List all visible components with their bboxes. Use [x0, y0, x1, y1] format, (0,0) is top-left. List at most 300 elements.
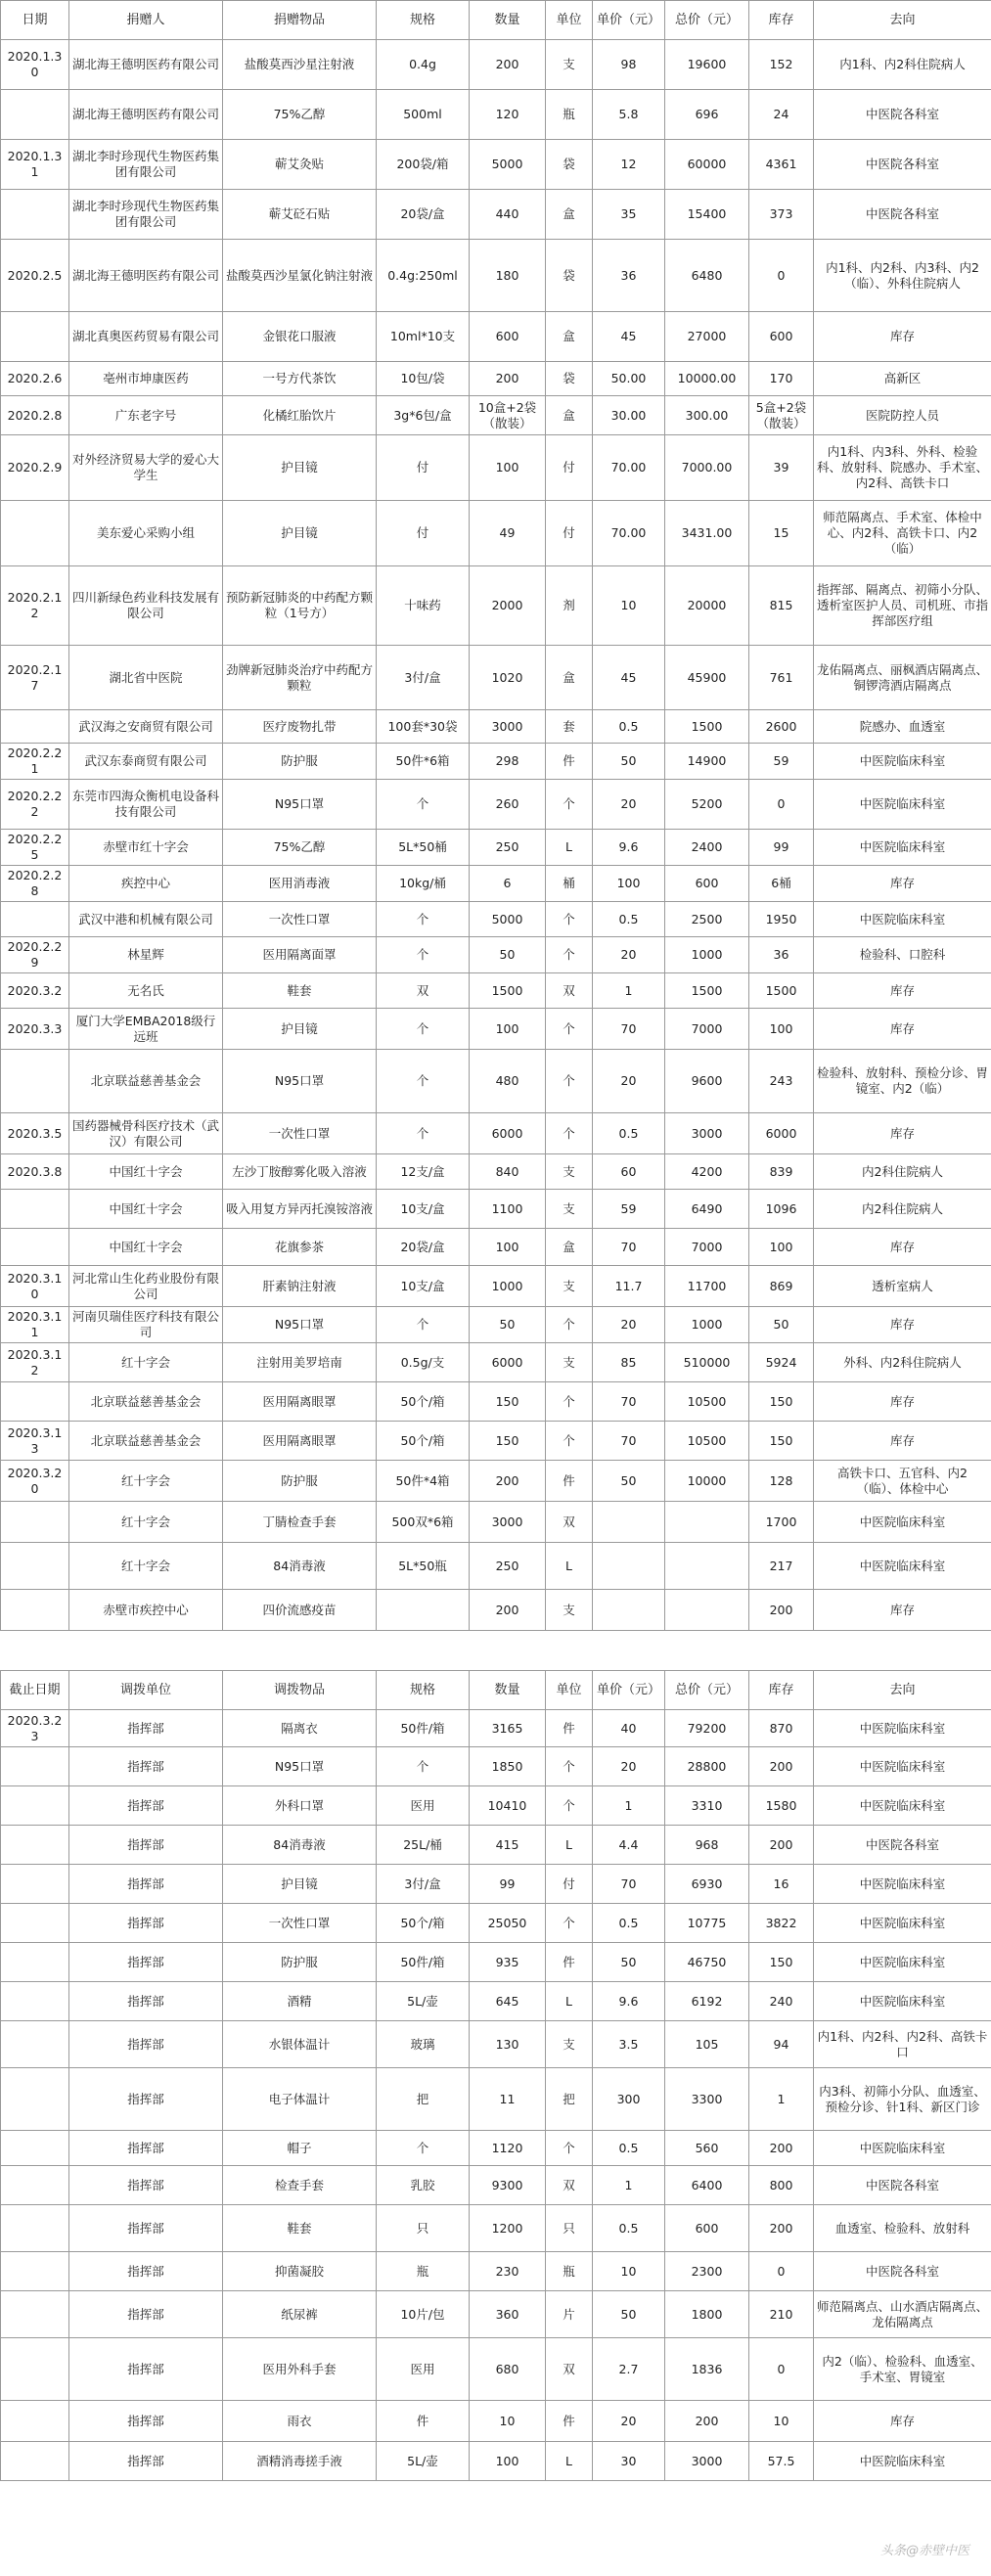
cell-unit-price: 3.5: [593, 2021, 665, 2068]
cell-total-price: 696: [665, 90, 749, 140]
cell-spec: 0.5g/支: [377, 1343, 470, 1382]
cell-date: [1, 2252, 69, 2291]
cell-unit-price: 20: [593, 2401, 665, 2442]
cell-quantity: 298: [470, 744, 546, 780]
column-header-item: 捐赠物品: [223, 1, 377, 40]
cell-stock: 815: [749, 566, 814, 646]
cell-quantity: 6: [470, 866, 546, 902]
cell-destination: 中医院临床科室: [814, 1865, 991, 1904]
cell-item: 84消毒液: [223, 1543, 377, 1590]
cell-date: 2020.3.20: [1, 1461, 69, 1502]
cell-total-price: 600: [665, 2205, 749, 2252]
cell-donor: 疾控中心: [69, 866, 223, 902]
cell-donor: 赤壁市疾控中心: [69, 1590, 223, 1631]
cell-unit-price: 1: [593, 973, 665, 1009]
cell-quantity: 50: [470, 937, 546, 973]
cell-stock: 200: [749, 1590, 814, 1631]
cell-unit: 件: [546, 1710, 593, 1747]
cell-spec: 个: [377, 2131, 470, 2166]
cell-stock: 869: [749, 1266, 814, 1307]
column-header-stock: 库存: [749, 1, 814, 40]
cell-destination: 外科、内2科住院病人: [814, 1343, 991, 1382]
cell-unit: 付: [546, 501, 593, 566]
cell-spec: 10kg/桶: [377, 866, 470, 902]
cell-destination: 中医院临床科室: [814, 744, 991, 780]
cell-item: 防护服: [223, 1943, 377, 1982]
cell-donor: 指挥部: [69, 1865, 223, 1904]
cell-date: [1, 1982, 69, 2021]
cell-unit: 双: [546, 973, 593, 1009]
cell-item: 电子体温计: [223, 2068, 377, 2131]
cell-spec: 25L/桶: [377, 1826, 470, 1865]
cell-date: 2020.3.10: [1, 1266, 69, 1307]
cell-donor: 无名氏: [69, 973, 223, 1009]
cell-destination: 高新区: [814, 362, 991, 396]
cell-unit-price: 50: [593, 2291, 665, 2338]
cell-destination: 检验科、放射科、预检分诊、胃镜室、内2（临）: [814, 1050, 991, 1113]
cell-stock: 1: [749, 2068, 814, 2131]
cell-donor: 亳州市坤康医药: [69, 362, 223, 396]
cell-donor: 指挥部: [69, 1710, 223, 1747]
cell-spec: 50个/箱: [377, 1422, 470, 1461]
cell-spec: 50件*6箱: [377, 744, 470, 780]
cell-total-price: 105: [665, 2021, 749, 2068]
cell-spec: 玻璃: [377, 2021, 470, 2068]
cell-quantity: 5000: [470, 902, 546, 937]
table-row: [1, 396, 991, 435]
cell-total-price: 2500: [665, 902, 749, 937]
cell-spec: 500双*6箱: [377, 1502, 470, 1543]
cell-item: 盐酸莫西沙星注射液: [223, 40, 377, 90]
cell-spec: 个: [377, 1307, 470, 1343]
cell-unit-price: 50: [593, 1943, 665, 1982]
cell-unit: 袋: [546, 240, 593, 312]
cell-destination: 中医院临床科室: [814, 1543, 991, 1590]
cell-unit-price: 70.00: [593, 501, 665, 566]
cell-item: N95口罩: [223, 1747, 377, 1786]
table-row: [1, 1266, 991, 1307]
cell-destination: 医院防控人员: [814, 396, 991, 435]
cell-total-price: 600: [665, 866, 749, 902]
cell-item: 肝素钠注射液: [223, 1266, 377, 1307]
cell-stock: 170: [749, 362, 814, 396]
cell-unit-price: 98: [593, 40, 665, 90]
table-row: [1, 2338, 991, 2401]
cell-donor: 河北常山生化药业股份有限公司: [69, 1266, 223, 1307]
cell-item: 雨衣: [223, 2401, 377, 2442]
column-header-donor: 捐赠人: [69, 1, 223, 40]
cell-item: 外科口罩: [223, 1786, 377, 1826]
cell-total-price: 6400: [665, 2166, 749, 2205]
cell-spec: 3付/盒: [377, 646, 470, 710]
cell-item: 花旗参茶: [223, 1229, 377, 1266]
cell-quantity: 130: [470, 2021, 546, 2068]
cell-item: 防护服: [223, 1461, 377, 1502]
cell-donor: 厦门大学EMBA2018级行远班: [69, 1009, 223, 1050]
cell-date: 2020.2.12: [1, 566, 69, 646]
cell-item: 隔离衣: [223, 1710, 377, 1747]
cell-unit-price: 0.5: [593, 2131, 665, 2166]
cell-destination: 中医院临床科室: [814, 830, 991, 866]
column-header-quantity: 数量: [470, 1671, 546, 1710]
cell-unit-price: 0.5: [593, 1904, 665, 1943]
cell-date: [1, 2338, 69, 2401]
column-header-destination: 去向: [814, 1671, 991, 1710]
cell-stock: 150: [749, 1382, 814, 1422]
cell-unit-price: 100: [593, 866, 665, 902]
table-row: [1, 1113, 991, 1154]
table-row: [1, 190, 991, 240]
cell-unit: 桶: [546, 866, 593, 902]
table-row: [1, 2205, 991, 2252]
cell-stock: 6桶: [749, 866, 814, 902]
cell-destination: 师范隔离点、手术室、体检中心、内2科、高铁卡口、内2（临）: [814, 501, 991, 566]
cell-item: 护目镜: [223, 1009, 377, 1050]
cell-stock: 150: [749, 1943, 814, 1982]
column-header-unit: 单位: [546, 1671, 593, 1710]
cell-spec: 医用: [377, 2338, 470, 2401]
table-row: [1, 435, 991, 501]
cell-unit: 瓶: [546, 90, 593, 140]
cell-item: 医疗废物扎带: [223, 710, 377, 744]
cell-item: 一次性口罩: [223, 902, 377, 937]
cell-date: [1, 710, 69, 744]
cell-quantity: 1500: [470, 973, 546, 1009]
cell-stock: 5924: [749, 1343, 814, 1382]
cell-destination: 内2科住院病人: [814, 1190, 991, 1229]
cell-spec: 50件/箱: [377, 1710, 470, 1747]
table-row: [1, 1590, 991, 1631]
cell-stock: 800: [749, 2166, 814, 2205]
cell-total-price: 6480: [665, 240, 749, 312]
cell-spec: 付: [377, 435, 470, 501]
cell-quantity: 1000: [470, 1266, 546, 1307]
cell-stock: 0: [749, 780, 814, 830]
cell-total-price: 6192: [665, 1982, 749, 2021]
cell-date: [1, 501, 69, 566]
cell-item: 一号方代茶饮: [223, 362, 377, 396]
table-row: [1, 1747, 991, 1786]
cell-date: 2020.2.25: [1, 830, 69, 866]
cell-item: 医用隔离眼罩: [223, 1422, 377, 1461]
cell-unit-price: 85: [593, 1343, 665, 1382]
cell-unit: 袋: [546, 140, 593, 190]
cell-spec: 医用: [377, 1786, 470, 1826]
cell-donor: 湖北真奥医药贸易有限公司: [69, 312, 223, 362]
table-row: [1, 1461, 991, 1502]
cell-destination: 中医院各科室: [814, 90, 991, 140]
cell-quantity: 840: [470, 1154, 546, 1190]
cell-destination: 内2科住院病人: [814, 1154, 991, 1190]
cell-unit-price: 1: [593, 1786, 665, 1826]
cell-donor: 红十字会: [69, 1343, 223, 1382]
cell-unit-price: 20: [593, 1747, 665, 1786]
cell-destination: 库存: [814, 1229, 991, 1266]
cell-date: [1, 90, 69, 140]
cell-spec: 付: [377, 501, 470, 566]
cell-total-price: 6930: [665, 1865, 749, 1904]
cell-total-price: 1500: [665, 973, 749, 1009]
cell-date: [1, 2291, 69, 2338]
table-row: [1, 1050, 991, 1113]
cell-date: [1, 1904, 69, 1943]
cell-total-price: 3310: [665, 1786, 749, 1826]
table-row: [1, 1343, 991, 1382]
cell-unit: 件: [546, 1461, 593, 1502]
column-header-stock: 库存: [749, 1671, 814, 1710]
cell-unit-price: 40: [593, 1710, 665, 1747]
cell-unit-price: 2.7: [593, 2338, 665, 2401]
cell-item: 注射用美罗培南: [223, 1343, 377, 1382]
cell-destination: 院感办、血透室: [814, 710, 991, 744]
cell-quantity: 11: [470, 2068, 546, 2131]
table-row: [1, 1307, 991, 1343]
cell-unit: 盒: [546, 1229, 593, 1266]
cell-total-price: 2400: [665, 830, 749, 866]
cell-item: 水银体温计: [223, 2021, 377, 2068]
cell-spec: 20袋/盒: [377, 1229, 470, 1266]
cell-date: 2020.3.2: [1, 973, 69, 1009]
cell-date: 2020.2.21: [1, 744, 69, 780]
cell-stock: 5盒+2袋（散装）: [749, 396, 814, 435]
cell-item: 75%乙醇: [223, 830, 377, 866]
cell-quantity: 200: [470, 1461, 546, 1502]
cell-total-price: 46750: [665, 1943, 749, 1982]
cell-date: 2020.3.23: [1, 1710, 69, 1747]
cell-total-price: 10500: [665, 1422, 749, 1461]
cell-quantity: 6000: [470, 1113, 546, 1154]
cell-destination: 中医院临床科室: [814, 1943, 991, 1982]
cell-quantity: 100: [470, 1009, 546, 1050]
cell-unit: 个: [546, 1113, 593, 1154]
cell-unit-price: 70: [593, 1009, 665, 1050]
cell-total-price: 4200: [665, 1154, 749, 1190]
cell-unit: 片: [546, 2291, 593, 2338]
cell-quantity: 200: [470, 1590, 546, 1631]
cell-stock: 210: [749, 2291, 814, 2338]
cell-donor: 四川新绿色药业科技发展有限公司: [69, 566, 223, 646]
cell-total-price: 3300: [665, 2068, 749, 2131]
cell-unit-price: 1: [593, 2166, 665, 2205]
cell-unit-price: 20: [593, 1307, 665, 1343]
cell-total-price: 7000.00: [665, 435, 749, 501]
table-row: [1, 1710, 991, 1747]
cell-donor: 指挥部: [69, 2442, 223, 2481]
cell-item: N95口罩: [223, 1050, 377, 1113]
cell-unit: 支: [546, 1590, 593, 1631]
cell-unit: 个: [546, 1382, 593, 1422]
cell-total-price: 10775: [665, 1904, 749, 1943]
cell-date: [1, 1786, 69, 1826]
cell-spec: 3付/盒: [377, 1865, 470, 1904]
cell-unit: 双: [546, 2338, 593, 2401]
cell-date: 2020.2.6: [1, 362, 69, 396]
cell-unit: 个: [546, 1747, 593, 1786]
cell-unit-price: 12: [593, 140, 665, 190]
cell-date: 2020.2.8: [1, 396, 69, 435]
cell-stock: 99: [749, 830, 814, 866]
cell-date: [1, 902, 69, 937]
cell-donor: 北京联益慈善基金会: [69, 1422, 223, 1461]
cell-donor: 中国红十字会: [69, 1229, 223, 1266]
cell-destination: 库存: [814, 1422, 991, 1461]
cell-spec: 个: [377, 937, 470, 973]
cell-total-price: 300.00: [665, 396, 749, 435]
table-row: [1, 501, 991, 566]
cell-stock: 100: [749, 1009, 814, 1050]
cell-unit: 双: [546, 2166, 593, 2205]
cell-item: 酒精消毒搓手液: [223, 2442, 377, 2481]
cell-unit-price: 30.00: [593, 396, 665, 435]
column-header-item: 调拨物品: [223, 1671, 377, 1710]
cell-quantity: 100: [470, 2442, 546, 2481]
cell-destination: 内2（临）、检验科、血透室、手术室、胃镜室: [814, 2338, 991, 2401]
cell-spec: 个: [377, 902, 470, 937]
cell-destination: 中医院临床科室: [814, 902, 991, 937]
column-header-total-price: 总价（元）: [665, 1671, 749, 1710]
cell-donor: 指挥部: [69, 2131, 223, 2166]
cell-total-price: 560: [665, 2131, 749, 2166]
cell-destination: 指挥部、隔离点、初筛小分队、透析室医护人员、司机班、市指挥部医疗组: [814, 566, 991, 646]
cell-destination: 中医院临床科室: [814, 2131, 991, 2166]
cell-destination: 高铁卡口、五官科、内2（临）、体检中心: [814, 1461, 991, 1502]
table-row: [1, 1943, 991, 1982]
table-row: [1, 2291, 991, 2338]
cell-quantity: 680: [470, 2338, 546, 2401]
cell-date: 2020.3.8: [1, 1154, 69, 1190]
cell-unit: L: [546, 1543, 593, 1590]
cell-date: 2020.2.5: [1, 240, 69, 312]
cell-quantity: 10: [470, 2401, 546, 2442]
cell-destination: 库存: [814, 1009, 991, 1050]
cell-unit-price: 11.7: [593, 1266, 665, 1307]
cell-donor: 湖北李时珍现代生物医药集团有限公司: [69, 140, 223, 190]
table-row: [1, 2166, 991, 2205]
cell-spec: 12支/盒: [377, 1154, 470, 1190]
cell-spec: 个: [377, 1050, 470, 1113]
cell-spec: 10包/袋: [377, 362, 470, 396]
cell-unit-price: 35: [593, 190, 665, 240]
table-row: [1, 780, 991, 830]
cell-item: 抑菌凝胶: [223, 2252, 377, 2291]
cell-donor: 指挥部: [69, 1982, 223, 2021]
cell-spec: 200袋/箱: [377, 140, 470, 190]
cell-unit: 支: [546, 1266, 593, 1307]
cell-date: [1, 2021, 69, 2068]
table-row: [1, 937, 991, 973]
cell-spec: 10ml*10支: [377, 312, 470, 362]
cell-donor: 赤壁市红十字会: [69, 830, 223, 866]
cell-quantity: 3000: [470, 1502, 546, 1543]
cell-stock: 1580: [749, 1786, 814, 1826]
cell-destination: 中医院临床科室: [814, 1502, 991, 1543]
table-row: [1, 1422, 991, 1461]
cell-item: 左沙丁胺醇雾化吸入溶液: [223, 1154, 377, 1190]
cell-quantity: 100: [470, 435, 546, 501]
cell-spec: 50个/箱: [377, 1904, 470, 1943]
cell-spec: 个: [377, 1113, 470, 1154]
table-row: [1, 312, 991, 362]
cell-date: 2020.3.12: [1, 1343, 69, 1382]
cell-stock: 10: [749, 2401, 814, 2442]
cell-total-price: 1000: [665, 1307, 749, 1343]
cell-unit: 个: [546, 1009, 593, 1050]
cell-quantity: 250: [470, 1543, 546, 1590]
cell-donor: 林星辉: [69, 937, 223, 973]
cell-quantity: 180: [470, 240, 546, 312]
cell-stock: 200: [749, 1747, 814, 1786]
table-row: [1, 1904, 991, 1943]
cell-destination: 透析室病人: [814, 1266, 991, 1307]
table-row: [1, 710, 991, 744]
cell-destination: 中医院临床科室: [814, 1904, 991, 1943]
cell-total-price: 14900: [665, 744, 749, 780]
cell-item: 酒精: [223, 1982, 377, 2021]
cell-date: [1, 1826, 69, 1865]
cell-total-price: 15400: [665, 190, 749, 240]
cell-unit-price: 36: [593, 240, 665, 312]
cell-item: 一次性口罩: [223, 1904, 377, 1943]
cell-quantity: 150: [470, 1382, 546, 1422]
table-gap: [0, 1631, 991, 1670]
table-row: [1, 1982, 991, 2021]
cell-unit-price: 45: [593, 646, 665, 710]
cell-stock: 39: [749, 435, 814, 501]
cell-spec: [377, 1590, 470, 1631]
cell-stock: 0: [749, 2338, 814, 2401]
cell-total-price: [665, 1502, 749, 1543]
cell-date: [1, 1865, 69, 1904]
cell-unit-price: [593, 1590, 665, 1631]
cell-unit-price: 0.5: [593, 710, 665, 744]
cell-donor: 中国红十字会: [69, 1190, 223, 1229]
cell-destination: 内1科、内2科、内3科、内2（临）、外科住院病人: [814, 240, 991, 312]
cell-stock: 600: [749, 312, 814, 362]
cell-unit-price: 50.00: [593, 362, 665, 396]
cell-total-price: 9600: [665, 1050, 749, 1113]
cell-destination: 库存: [814, 973, 991, 1009]
cell-date: [1, 1050, 69, 1113]
cell-total-price: 79200: [665, 1710, 749, 1747]
cell-unit: 盒: [546, 190, 593, 240]
cell-date: 2020.2.9: [1, 435, 69, 501]
cell-quantity: 1100: [470, 1190, 546, 1229]
cell-total-price: 10000.00: [665, 362, 749, 396]
cell-unit: 把: [546, 2068, 593, 2131]
cell-destination: 中医院临床科室: [814, 1710, 991, 1747]
cell-item: 护目镜: [223, 435, 377, 501]
cell-destination: 库存: [814, 1590, 991, 1631]
cell-item: 吸入用复方异丙托溴铵溶液: [223, 1190, 377, 1229]
cell-item: 护目镜: [223, 1865, 377, 1904]
table-row: [1, 902, 991, 937]
cell-item: 医用外科手套: [223, 2338, 377, 2401]
table-row: [1, 1543, 991, 1590]
cell-stock: 150: [749, 1422, 814, 1461]
cell-donor: 湖北李时珍现代生物医药集团有限公司: [69, 190, 223, 240]
cell-stock: 15: [749, 501, 814, 566]
cell-total-price: 3000: [665, 1113, 749, 1154]
cell-unit-price: 10: [593, 2252, 665, 2291]
cell-donor: 广东老字号: [69, 396, 223, 435]
cell-stock: 50: [749, 1307, 814, 1343]
cell-stock: 373: [749, 190, 814, 240]
cell-quantity: 49: [470, 501, 546, 566]
cell-stock: 200: [749, 2131, 814, 2166]
cell-unit-price: 60: [593, 1154, 665, 1190]
table-row: [1, 566, 991, 646]
cell-donor: 国药器械骨科医疗技术（武汉）有限公司: [69, 1113, 223, 1154]
